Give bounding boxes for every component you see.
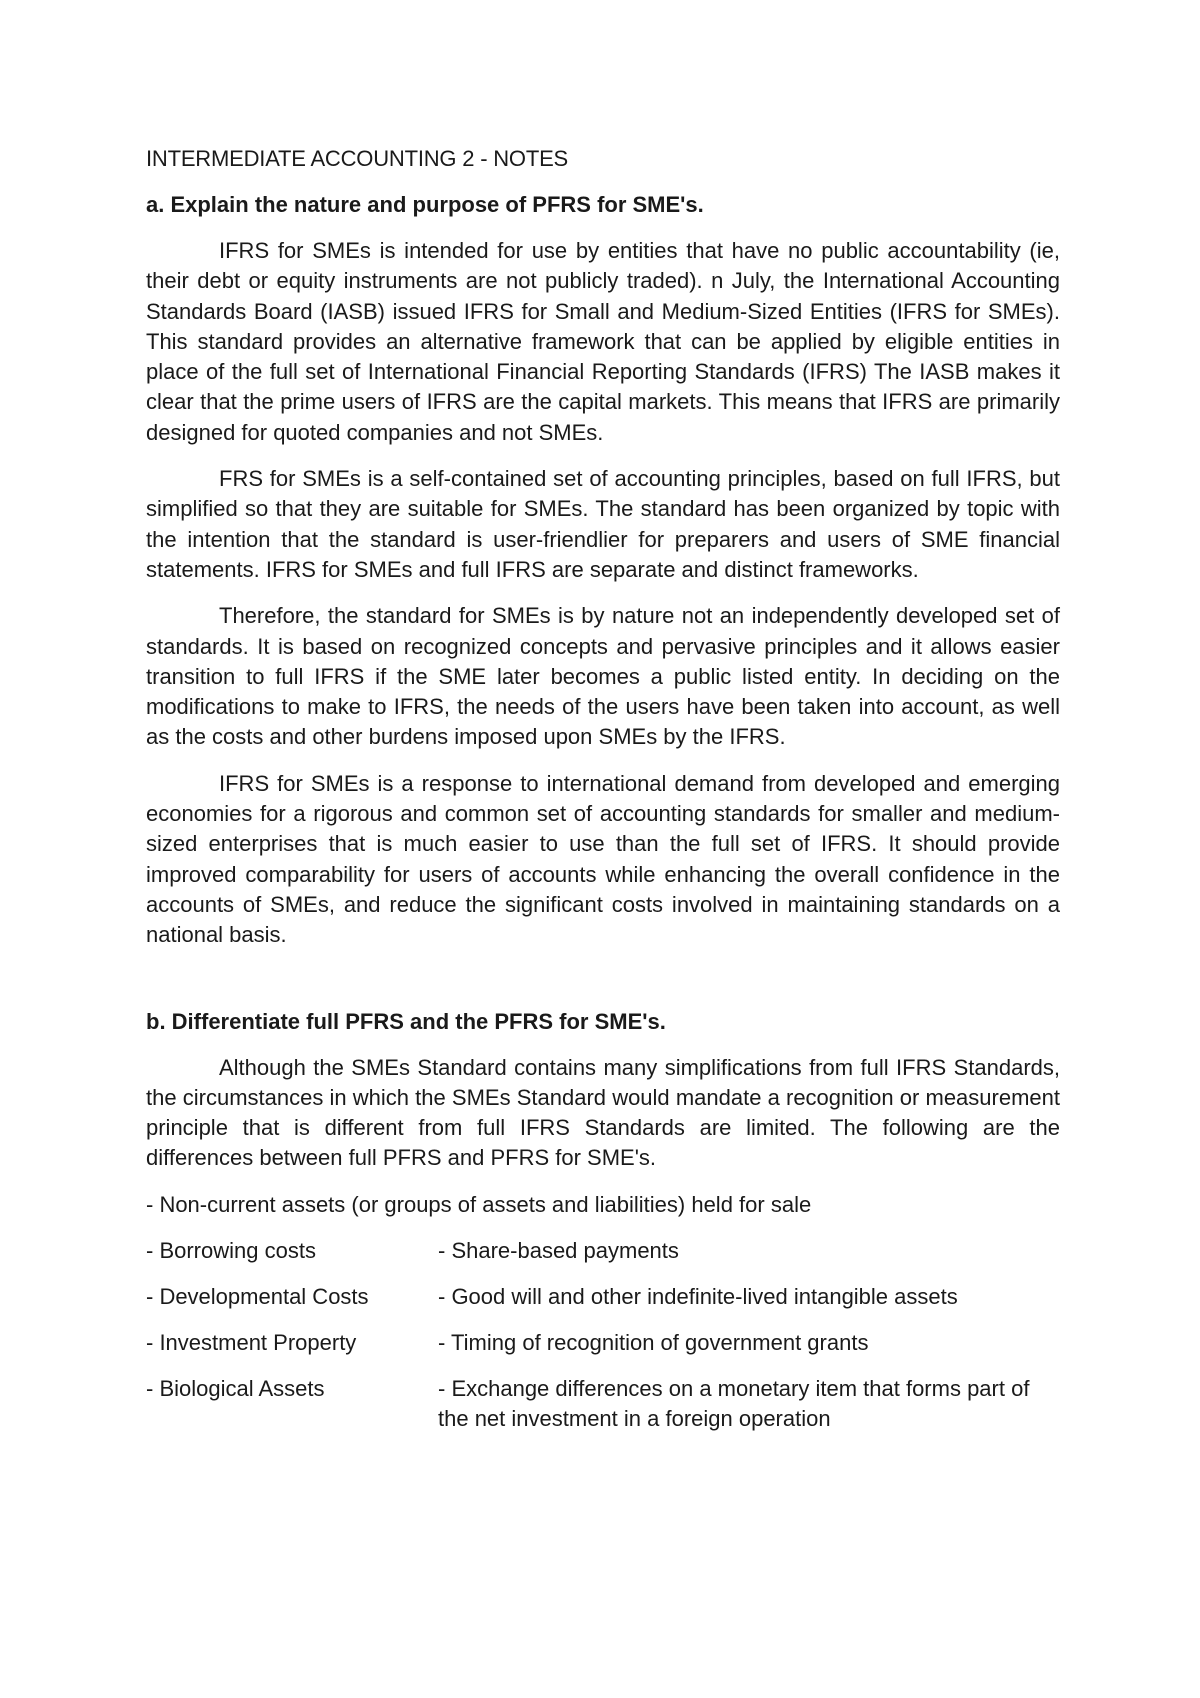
difference-list-row: [146, 1328, 1060, 1358]
difference-list-item: - Investment Property: [146, 1329, 357, 1355]
difference-list-item: - Non-current assets (or groups of assets and liabilities) held for sale: [146, 1191, 812, 1217]
difference-list-item: - Timing of recognition of government grants: [438, 1329, 869, 1355]
difference-list-item: - Biological Assets: [146, 1375, 325, 1401]
difference-list-item: - Good will and other indefinite-lived intangible assets: [438, 1283, 958, 1309]
section-a-paragraph: IFRS for SMEs is intended for use by entities that have no public accountability (ie, their debt or equity instruments are not publicly traded). n July, the International Accounting Standards Board (IASB) issued IFRS for Small and Medium-Sized Entities (IFRS for SMEs). This standard provides an alternative framework that can be applied by eligible entities in place of the full set of International Financial Reporting Standards (IFRS) The IASB makes it clear that the prime users of IFRS are the capital markets. This means that IFRS are primarily designed for quoted companies and not SMEs.: [146, 238, 1060, 445]
difference-list-item: - Share-based payments: [438, 1237, 679, 1263]
difference-list-item: - Developmental Costs: [146, 1283, 369, 1309]
difference-list-item: - Exchange differences on a monetary item that forms part of the net investment in a foreign operation: [438, 1375, 1030, 1431]
difference-list-row: [146, 1236, 1060, 1266]
section-b-heading: b. Differentiate full PFRS and the PFRS for SME's.: [146, 1008, 666, 1034]
document-page: [146, 146, 1060, 1450]
section-a-paragraph: FRS for SMEs is a self-contained set of accounting principles, based on full IFRS, but simplified so that they are suitable for SMEs. The standard has been organized by topic with the intention that the standard is user-friendlier for preparers and users of SME financial statements. IFRS for SMEs and full IFRS are separate and distinct frameworks.: [146, 466, 1060, 582]
document-title: INTERMEDIATE ACCOUNTING 2 - NOTES: [146, 146, 569, 171]
section-a-heading: a. Explain the nature and purpose of PFRS for SME's.: [146, 192, 704, 217]
section-a-paragraph: IFRS for SMEs is a response to international demand from developed and emerging economies for a rigorous and common set of accounting standards for smaller and medium-sized enterprises that is much easier to use than the full set of IFRS. It should provide improved comparability for users of accounts while enhancing the overall confidence in the accounts of SMEs, and reduce the significant costs involved in maintaining standards on a national basis.: [146, 770, 1060, 948]
section-a-paragraph: Therefore, the standard for SMEs is by nature not an independently developed set of standards. It is based on recognized concepts and pervasive principles and it allows easier transition to full IFRS if the SME later becomes a public listed entity. In deciding on the modifications to make to IFRS, the needs of the users have been taken into account, as well as the costs and other burdens imposed upon SMEs by the IFRS.: [146, 603, 1060, 750]
difference-list-row: [146, 1282, 1060, 1312]
section-b-paragraph: Although the SMEs Standard contains many simplifications from full IFRS Standards, the circumstances in which the SMEs Standard would mandate a recognition or measurement principle that is different from full IFRS Standards are limited. The following are the differences between full PFRS and PFRS for SME's.: [146, 1054, 1060, 1171]
difference-list-item: - Borrowing costs: [146, 1237, 316, 1263]
difference-list-row: [146, 1374, 1060, 1434]
section-spacer: [146, 967, 1060, 1009]
